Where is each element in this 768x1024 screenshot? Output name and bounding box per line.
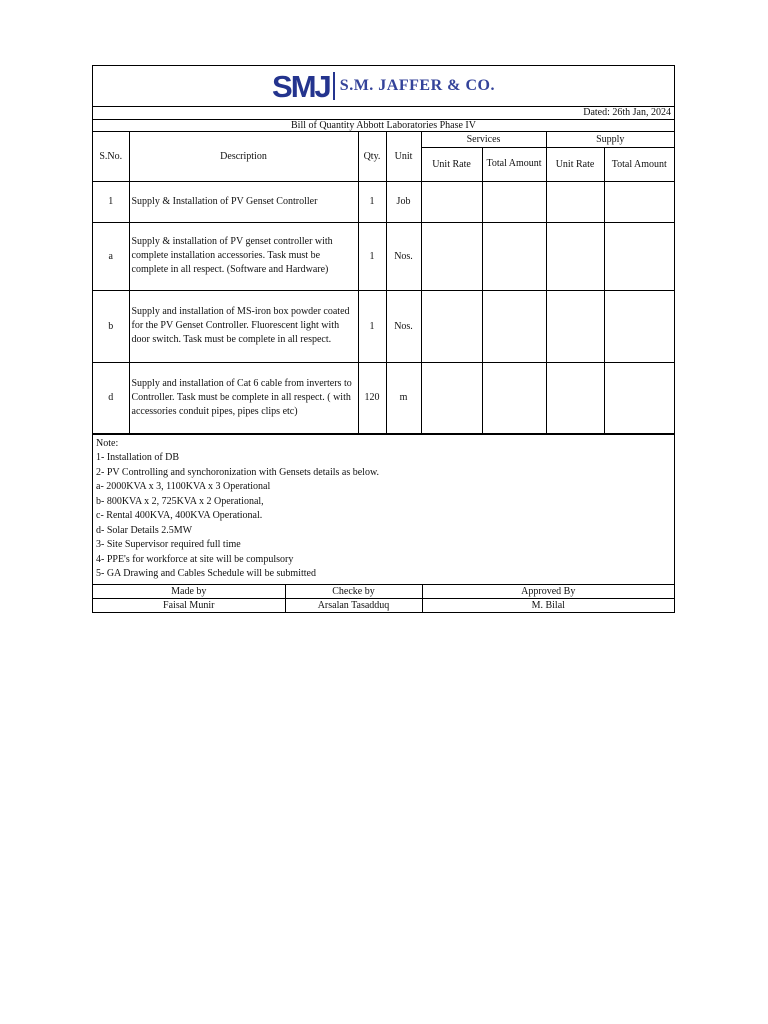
col-supply-total-amount: Total Amount: [604, 147, 674, 181]
boq-sheet: [92, 65, 675, 613]
table-row: [93, 362, 674, 433]
note-line: 2- PV Controlling and synchoronization with Gensets details as below.: [96, 466, 380, 478]
company-header: [93, 66, 674, 107]
row-services-total: [482, 222, 546, 290]
row-unit: Job: [386, 181, 421, 222]
row-unit: m: [386, 362, 421, 433]
row-supply-total: [604, 181, 674, 222]
table-row: [93, 290, 674, 362]
note-line: 4- PPE's for workforce at site will be compulsory: [96, 553, 294, 565]
row-supply-unit-rate: [546, 181, 604, 222]
row-description: Supply & Installation of PV Genset Controller: [129, 181, 358, 222]
signature-table: [93, 584, 674, 612]
row-qty: 120: [358, 362, 386, 433]
table-row: [93, 181, 674, 222]
row-supply-unit-rate: [546, 290, 604, 362]
note-line: b- 800KVA x 2, 725KVA x 2 Operational,: [96, 495, 264, 507]
row-sno: d: [93, 362, 129, 433]
row-qty: 1: [358, 222, 386, 290]
row-description: Supply and installation of Cat 6 cable from inverters to Controller. Task must be complete in all respect. ( with accessories conduit pipes, pipes clips etc): [129, 362, 358, 433]
row-qty: 1: [358, 290, 386, 362]
col-sno: S.No.: [93, 132, 129, 181]
note-line: a- 2000KVA x 3, 1100KVA x 3 Operational: [96, 481, 271, 492]
approved-by-label: Approved By: [422, 584, 674, 598]
checked-by-label: Checke by: [285, 584, 422, 598]
col-group-services: Services: [421, 132, 546, 147]
made-by-label: Made by: [93, 584, 285, 598]
row-services-total: [482, 181, 546, 222]
row-sno: b: [93, 290, 129, 362]
row-supply-unit-rate: [546, 362, 604, 433]
col-services-unit-rate: Unit Rate: [421, 147, 482, 181]
row-description: Supply and installation of MS-iron box powder coated for the PV Genset Controller. Fluorescent light with door switch. Task must be complete in all respect.: [129, 290, 358, 362]
row-sno: 1: [93, 181, 129, 222]
col-group-supply: Supply: [546, 132, 674, 147]
notes-heading: Note:: [96, 437, 119, 449]
boq-table: [93, 132, 674, 434]
row-supply-unit-rate: [546, 222, 604, 290]
document-title: Bill of Quantity Abbott Laboratories Phase IV: [93, 120, 674, 132]
row-qty: 1: [358, 181, 386, 222]
col-qty: Qty.: [358, 132, 386, 181]
note-line: c- Rental 400KVA, 400KVA Operational.: [96, 510, 263, 521]
col-unit: Unit: [386, 132, 421, 181]
notes-section: [93, 434, 674, 584]
col-services-total-amount: Total Amount: [482, 147, 546, 181]
col-description: Description: [129, 132, 358, 181]
row-services-total: [482, 290, 546, 362]
table-row: [93, 222, 674, 290]
row-unit: Nos.: [386, 222, 421, 290]
row-services-total: [482, 362, 546, 433]
logo-divider: [333, 72, 335, 100]
row-supply-total: [604, 222, 674, 290]
row-unit: Nos.: [386, 290, 421, 362]
row-services-unit-rate: [421, 222, 482, 290]
note-line: 5- GA Drawing and Cables Schedule will be submitted: [96, 568, 316, 579]
document-date: Dated: 26th Jan, 2024: [93, 107, 674, 120]
row-sno: a: [93, 222, 129, 290]
row-services-unit-rate: [421, 290, 482, 362]
company-name: S.M. JAFFER & CO.: [339, 77, 495, 94]
company-logo: SMJ: [272, 68, 330, 104]
row-services-unit-rate: [421, 181, 482, 222]
row-description: Supply & installation of PV genset controller with complete installation accessories. Task must be complete in all respect. (Software and Hardware): [129, 222, 358, 290]
row-supply-total: [604, 362, 674, 433]
checked-by-name: Arsalan Tasadduq: [285, 598, 422, 612]
note-line: 1- Installation of DB: [96, 452, 180, 463]
row-services-unit-rate: [421, 362, 482, 433]
row-supply-total: [604, 290, 674, 362]
note-line: 3- Site Supervisor required full time: [96, 539, 241, 550]
approved-by-name: M. Bilal: [422, 598, 674, 612]
made-by-name: Faisal Munir: [93, 598, 285, 612]
note-line: d- Solar Details 2.5MW: [96, 524, 193, 536]
col-supply-unit-rate: Unit Rate: [546, 147, 604, 181]
